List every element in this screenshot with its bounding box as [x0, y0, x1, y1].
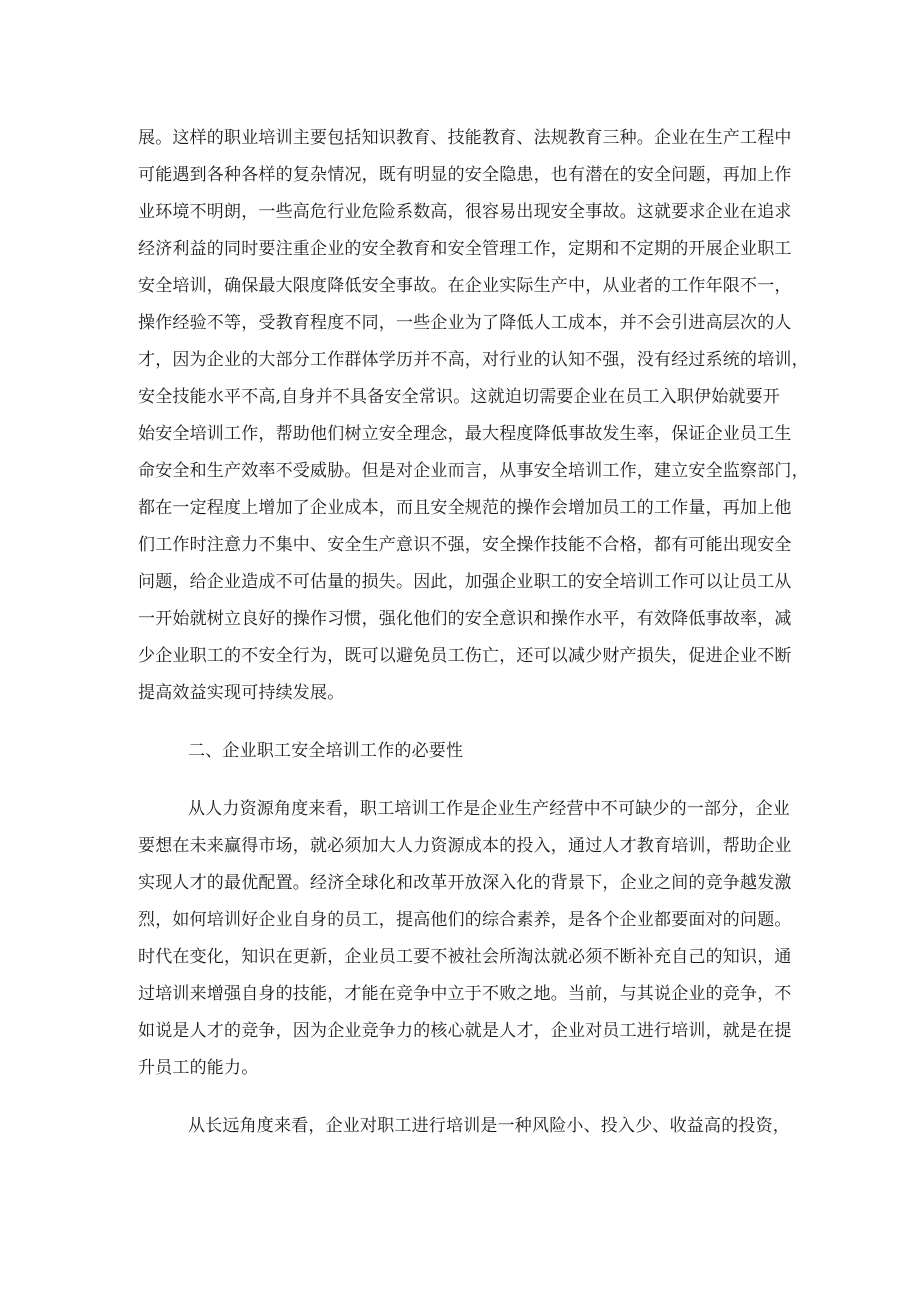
paragraph-1-line-9: 始安全培训工作，帮助他们树立安全理念，最大程度降低事故发生率，保证企业员工生 [138, 424, 792, 444]
paragraph-2-line-8: 升员工的能力。 [138, 1058, 259, 1078]
paragraph-2-line-4: 烈，如何培训好企业自身的员工，提高他们的综合素养，是各个企业都要面对的问题。 [138, 910, 792, 930]
paragraph-2-line-3: 实现人才的最优配置。经济全球化和改革开放深入化的背景下，企业之间的竞争越发激 [138, 873, 792, 893]
paragraph-2-line-6: 过培训来增强自身的技能，才能在竞争中立于不败之地。当前，与其说企业的竞争，不 [138, 984, 792, 1004]
paragraph-1-line-3: 业环境不明朗，一些高危行业危险系数高，很容易出现安全事故。这就要求企业在追求 [138, 202, 792, 222]
paragraph-3-line-1: 从长远角度来看，企业对职工进行培训是一种风险小、投入少、收益高的投资， [188, 1116, 790, 1136]
paragraph-1-line-12: 们工作时注意力不集中、安全生产意识不强，安全操作技能不合格，都有可能出现安全 [138, 535, 792, 555]
paragraph-1-line-8: 安全技能水平不高,自身并不具备安全常识。这就迫切需要企业在员工入职伊始就要开 [138, 387, 781, 407]
paragraph-2-line-7: 如说是人才的竞争，因为企业竞争力的核心就是人才，企业对员工进行培训，就是在提 [138, 1021, 792, 1041]
paragraph-1-line-14: 一开始就树立良好的操作习惯，强化他们的安全意识和操作水平，有效降低事故率，减 [138, 609, 792, 629]
paragraph-1-line-13: 问题，给企业造成不可估量的损失。因此，加强企业职工的安全培训工作可以让员工从 [138, 572, 792, 592]
paragraph-2-line-1: 从人力资源角度来看，职工培训工作是企业生产经营中不可缺少的一部分，企业 [188, 799, 790, 819]
paragraph-1-line-16: 提高效益实现可持续发展。 [138, 683, 345, 703]
section-heading: 二、企业职工安全培训工作的必要性 [188, 741, 464, 761]
paragraph-1-line-10: 命安全和生产效率不受威胁。但是对企业而言，从事安全培训工作，建立安全监察部门， [138, 461, 809, 481]
paragraph-1-line-4: 经济利益的同时要注重企业的安全教育和安全管理工作，定期和不定期的开展企业职工 [138, 239, 792, 259]
paragraph-1-line-7: 才，因为企业的大部分工作群体学历并不高，对行业的认知不强，没有经过系统的培训， [138, 350, 809, 370]
paragraph-1-line-1: 展。这样的职业培训主要包括知识教育、技能教育、法规教育三种。企业在生产工程中 [138, 128, 792, 148]
paragraph-1-line-2: 可能遇到各种各样的复杂情况，既有明显的安全隐患，也有潜在的安全问题，再加上作 [138, 165, 792, 185]
paragraph-1-line-5: 安全培训，确保最大限度降低安全事故。在企业实际生产中，从业者的工作年限不一， [138, 276, 792, 296]
paragraph-1-line-11: 都在一定程度上增加了企业成本，而且安全规范的操作会增加员工的工作量，再加上他 [138, 498, 792, 518]
paragraph-2-line-5: 时代在变化，知识在更新，企业员工要不被社会所淘汰就必须不断补充自己的知识，通 [138, 947, 792, 967]
paragraph-2-line-2: 要想在未来赢得市场，就必须加大人力资源成本的投入，通过人才教育培训，帮助企业 [138, 836, 792, 856]
paragraph-1-line-6: 操作经验不等，受教育程度不同，一些企业为了降低人工成本，并不会引进高层次的人 [138, 313, 792, 333]
paragraph-1-line-15: 少企业职工的不安全行为，既可以避免员工伤亡，还可以减少财产损失，促进企业不断 [138, 646, 792, 666]
